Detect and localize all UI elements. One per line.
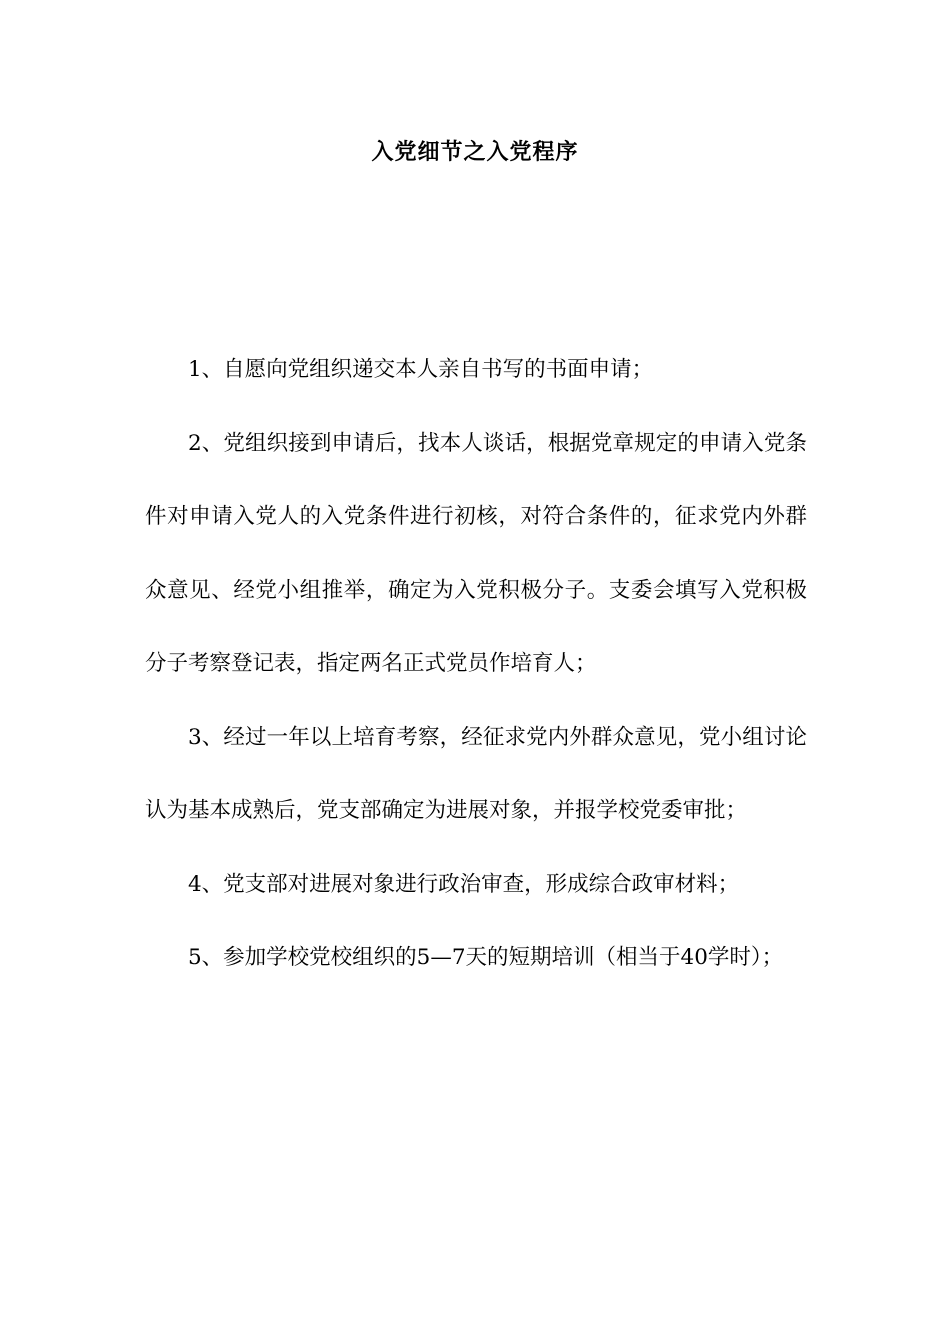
paragraph-4: 4、党支部对进展对象进行政治审查，形成综合政审材料； (188, 871, 740, 897)
paragraph-2: 2、党组织接到申请后，找本人谈话，根据党章规定的申请入党条件对申请入党人的入党条件进行初核，对符合条件的，征求党内外群众意见、经党小组推举，确定为入党积极分子。支委会填写入党积极分子考察登记表，指定两名正式党员作培育人； (145, 430, 807, 676)
document-body (145, 333, 807, 995)
paragraph-5: 5、参加学校党校组织的5—7天的短期培训（相当于40学时）； (188, 945, 784, 970)
document-title: 入党细节之入党程序 (371, 139, 579, 165)
paragraph-3: 3、经过一年以上培育考察，经征求党内外群众意见，党小组讨论认为基本成熟后，党支部确定为进展对象，并报学校党委审批； (145, 724, 807, 823)
paragraph-1: 1、自愿向党组织递交本人亲自书写的书面申请； (188, 357, 654, 382)
